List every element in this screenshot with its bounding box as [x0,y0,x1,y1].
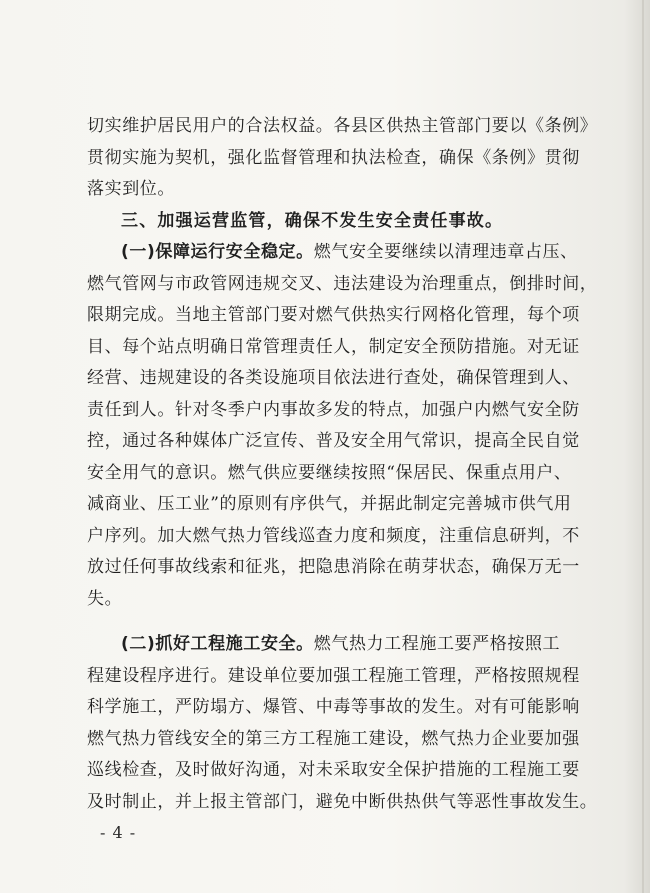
body-line: 限期完成。当地主管部门要对燃气供热实行网格化管理，每个项 [87,305,580,325]
paragraph-1-title: (一)保障运行安全稳定。 [121,242,314,262]
body-line: 落实到位。 [87,179,175,199]
body-line: 科学施工，严防塌方、爆管、中毒等事故的发生。对有可能影响 [87,697,580,717]
body-line: 贯彻实施为契机，强化监督管理和执法检查，确保《条例》贯彻 [87,147,580,168]
body-line: 户序列。加大燃气热力管线巡查力度和频度，注重信息研判，不 [87,525,580,546]
section-heading: 三、加强运营监管，确保不发生安全责任事故。 [121,210,504,231]
page-number: - 4 - [100,823,137,842]
body-line: 放过任何事故线索和征兆，把隐患消除在萌芽状态，确保万无一 [87,557,580,577]
body-line: 燃气热力管线安全的第三方工程施工建设，燃气热力企业要加强 [87,728,580,749]
body-line: 巡线检查，及时做好沟通，对未采取安全保护措施的工程施工要 [87,760,580,780]
paragraph-2-first-line [87,629,583,661]
paragraph-2-title: (二)抓好工程施工安全。 [121,634,314,654]
document-body [87,111,598,818]
body-line: 切实维护居民用户的合法权益。各县区供热主管部门要以《条例》 [87,116,598,136]
paragraph-1-first-line [87,237,583,269]
body-line: 程建设程序进行。建设单位要加强工程施工管理，严格按照规程 [87,665,580,686]
body-line: 及时制止，并上报主管部门，避免中断供热供气等恶性事故发生。 [87,791,598,812]
body-line: 减商业、压工业”的原则有序供气，并据此制定完善城市供气用 [87,494,572,514]
paragraph-2-first-text: 燃气热力工程施工要严格按照工 [313,634,561,654]
body-line: 失。 [87,588,123,609]
body-line: 安全用气的意识。燃气供应要继续按照“保居民、保重点用户、 [87,462,572,483]
body-line: 经营、违规建设的各类设施项目依法进行查处，确保管理到人、 [87,368,580,388]
body-line: 责任到人。针对冬季户内事故多发的特点，加强户内燃气安全防 [87,399,580,420]
paragraph-1-first-text: 燃气安全要继续以清理违章占压、 [313,242,578,262]
scan-edge-divider [642,0,644,893]
body-line: 控，通过各种媒体广泛宣传、普及安全用气常识，提高全民自觉 [87,431,580,451]
body-line: 目、每个站点明确日常管理责任人，制定安全预防措施。对无证 [87,336,580,357]
body-line: 燃气管网与市政管网违规交叉、违法建设为治理重点，倒排时间， [87,273,598,294]
paragraph-gap [87,615,583,629]
